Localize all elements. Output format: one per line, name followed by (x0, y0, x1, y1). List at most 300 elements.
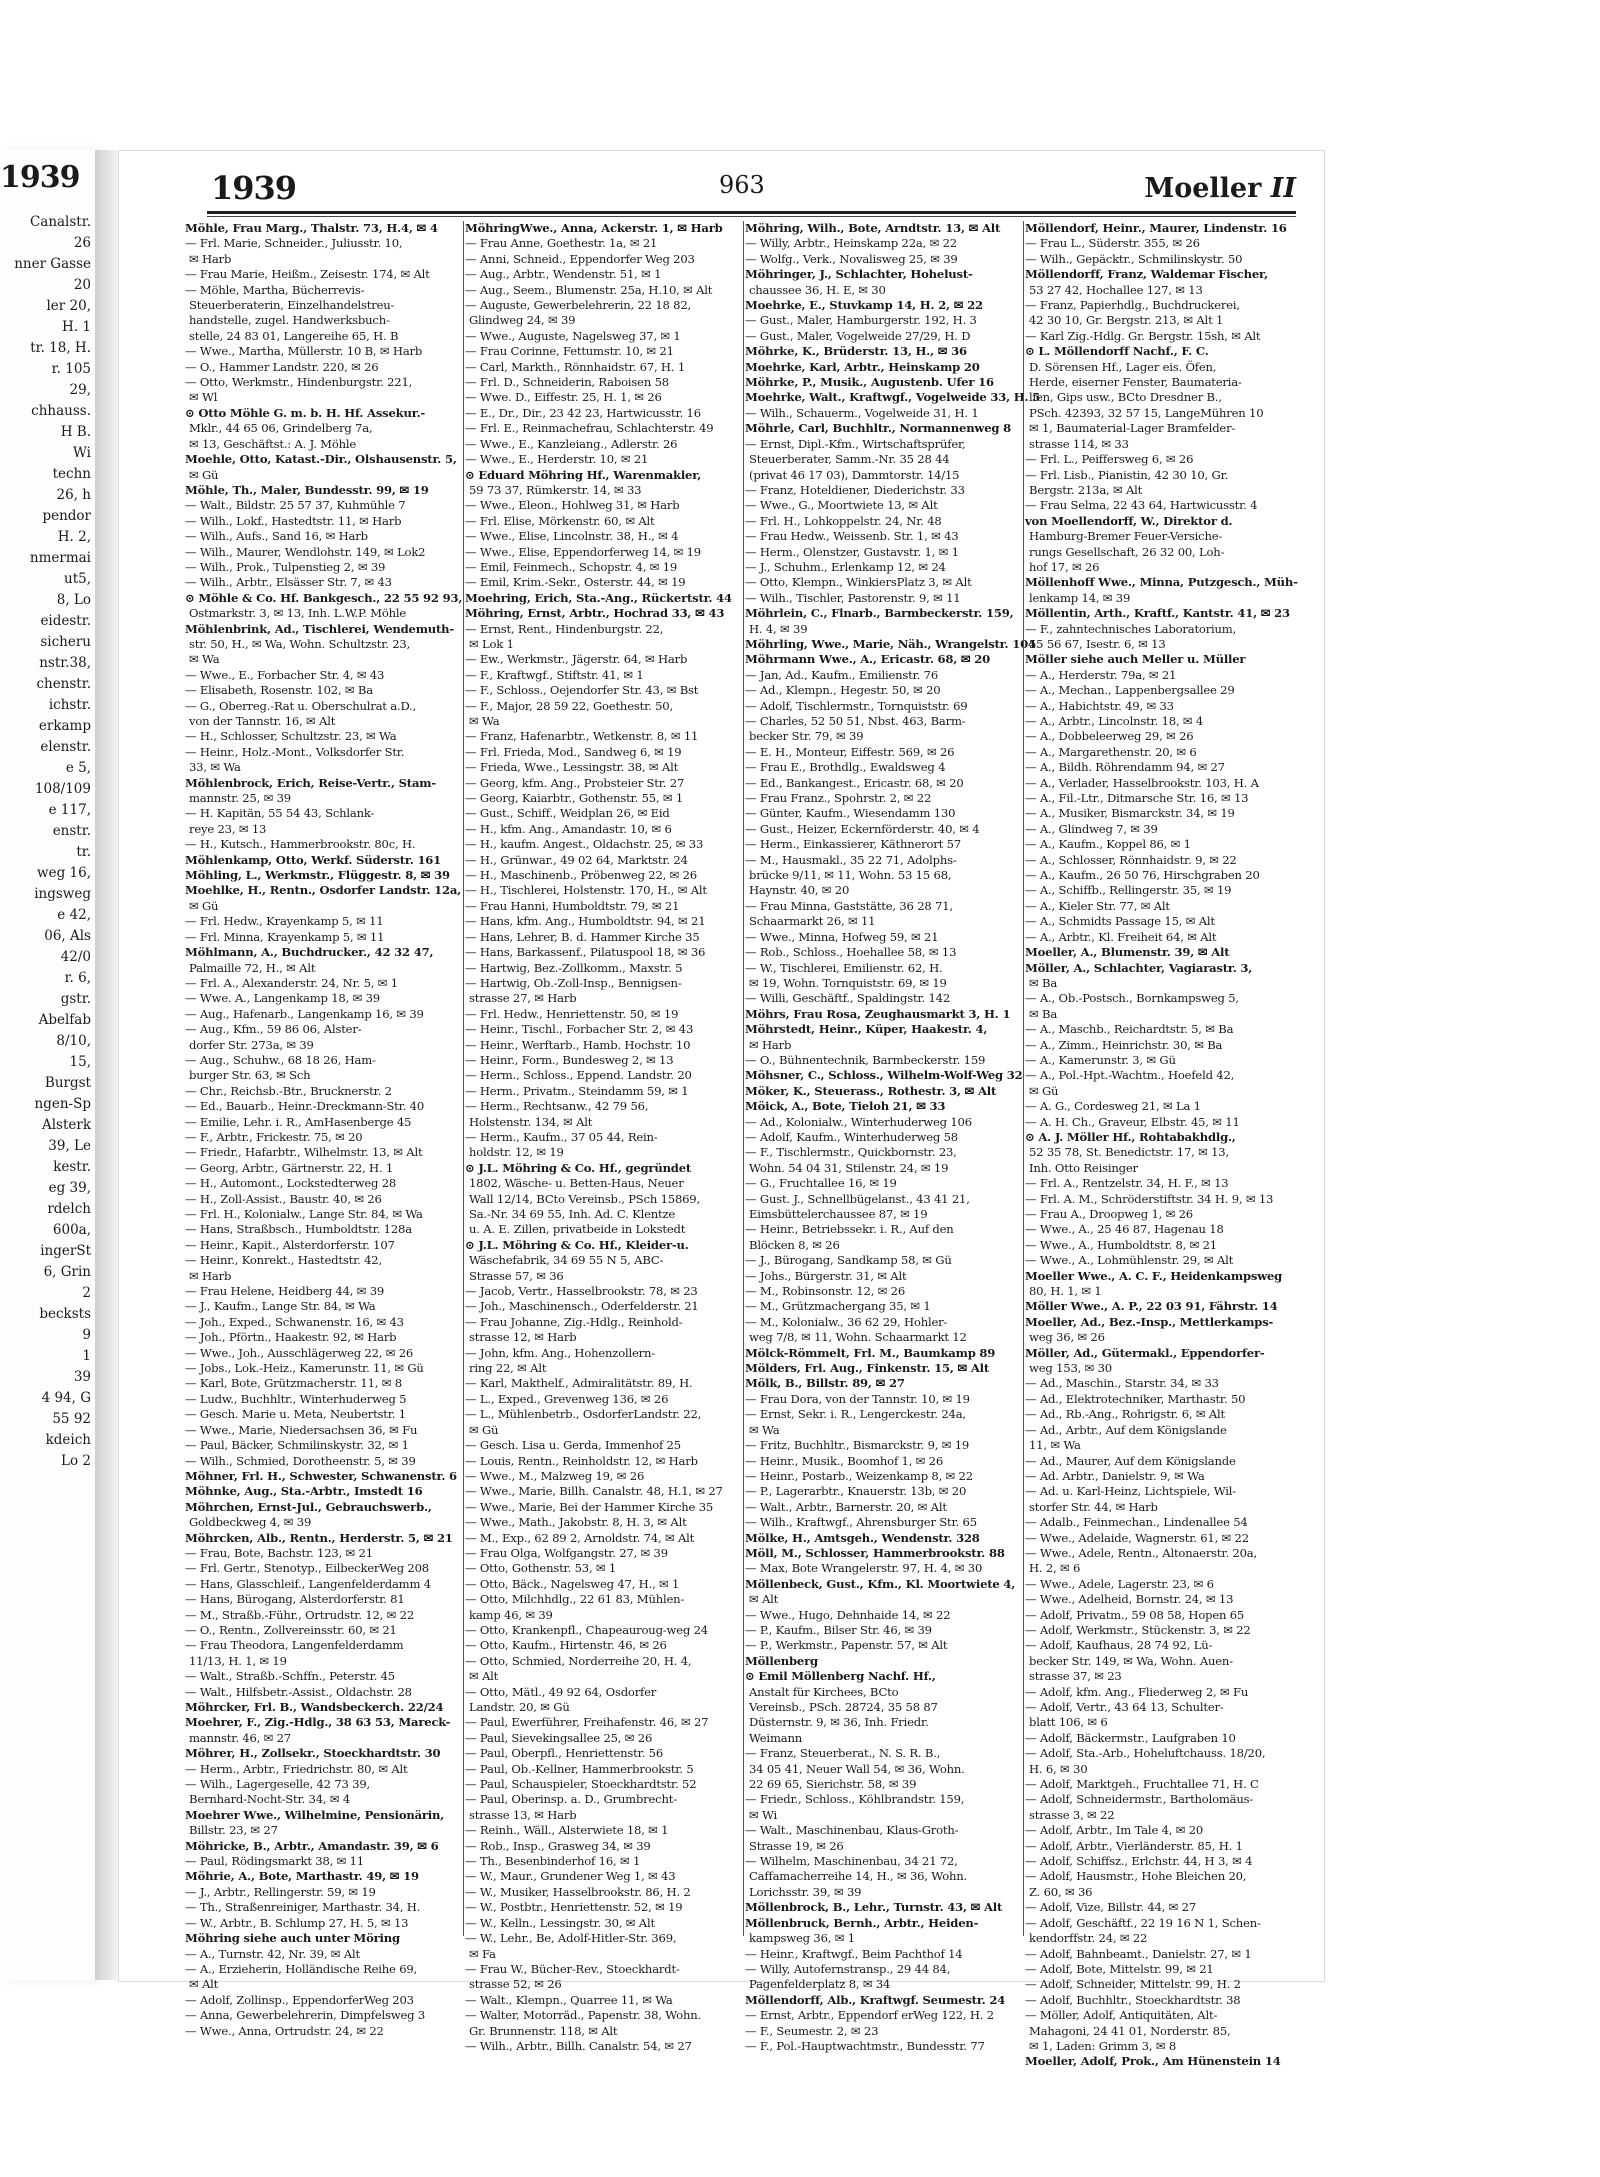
directory-entry: ⊙ J.L. Möhring & Co. Hf., Kleider-u. (465, 1237, 689, 1252)
directory-entry: — Adolf, Kaufhaus, 28 74 92, Lü- (1025, 1638, 1213, 1653)
directory-entry: Möhle, Th., Maler, Bundesstr. 99, ✉ 19 (185, 482, 429, 497)
directory-entry: Lorichsstr. 39, ✉ 39 (749, 1884, 862, 1899)
directory-entry: — Wwe., Adelheid, Bornstr. 24, ✉ 13 (1025, 1592, 1234, 1607)
directory-entry: Billstr. 23, ✉ 27 (189, 1823, 278, 1838)
directory-entry: — Wwe., Joh., Ausschlägerweg 22, ✉ 26 (185, 1345, 414, 1360)
directory-entry: ✉ Gü (469, 1422, 499, 1437)
directory-entry: lien, Gips usw., BCto Dresdner B., (1029, 390, 1222, 405)
directory-entry: — J., Bürogang, Sandkamp 58, ✉ Gü (745, 1253, 952, 1268)
directory-entry: ✉ Alt (189, 1977, 219, 1992)
directory-entry: — Frau Olga, Wolfgangstr. 27, ✉ 39 (465, 1545, 668, 1560)
directory-entry: — Gust., Schiff., Weidplan 26, ✉ Eid (465, 806, 670, 821)
previous-page-line: e 5, (65, 760, 91, 776)
directory-entry: Möhlenkamp, Otto, Werkf. Süderstr. 161 (185, 852, 442, 867)
previous-page-line: Lo 2 (61, 1453, 91, 1469)
directory-entry: Möhling, L., Werkmstr., Flüggestr. 8, ✉ 39 (185, 868, 450, 883)
directory-entry: — Paul, Oberpfl., Henriettenstr. 56 (465, 1746, 664, 1761)
directory-entry: Möhricke, B., Arbtr., Amandastr. 39, ✉ 6 (185, 1838, 439, 1853)
directory-entry: — Herm., Kaufm., 37 05 44, Rein- (465, 1129, 658, 1144)
directory-entry: — Aug., Schuhw., 68 18 26, Ham- (185, 1052, 376, 1067)
directory-entry: Vereinsb., PSch. 28724, 35 58 87 (749, 1700, 938, 1714)
previous-page-line: H. 2, (57, 529, 91, 545)
directory-entry: — A., Schmidts Passage 15, ✉ Alt (1025, 914, 1215, 929)
directory-entry: — Rob., Insp., Grasweg 34, ✉ 39 (465, 1838, 651, 1853)
directory-entry: — Wwe., Elise, Eppendorferweg 14, ✉ 19 (465, 544, 701, 559)
directory-entry: Eimsbüttelerchaussee 87, ✉ 19 (749, 1207, 928, 1221)
directory-entry: — Adolf, Tischlermstr., Tornquiststr. 69 (745, 698, 968, 713)
directory-entry: Blöcken 8, ✉ 26 (749, 1237, 840, 1252)
directory-entry: — Möhle, Martha, Bücherrevis- (185, 282, 365, 297)
directory-entry: — Willy, Arbtr., Heinskamp 22a, ✉ 22 (745, 236, 957, 251)
directory-entry: Möhrie, A., Bote, Marthastr. 49, ✉ 19 (185, 1869, 419, 1884)
directory-entry: ⊙ Möhle & Co. Hf. Bankgesch., 22 55 92 93, (185, 590, 463, 605)
directory-entry: — Frl. A., Rentzelstr. 34, H. F., ✉ 13 (1025, 1176, 1229, 1191)
directory-entry: ✉ Wa (469, 714, 500, 728)
directory-entry: — H., Automont., Lockstedterweg 28 (185, 1176, 397, 1191)
directory-entry: ring 22, ✉ Alt (469, 1361, 547, 1376)
directory-entry: — W., Postbtr., Henriettenstr. 52, ✉ 19 (465, 1900, 683, 1915)
directory-entry: becker Str. 79, ✉ 39 (749, 729, 864, 744)
directory-entry: — Adolf, Schiffsz., Erlchstr. 44, H 3, ✉ 4 (1025, 1854, 1253, 1869)
directory-entry: Moehlke, H., Rentn., Osdorfer Landstr. 12a, (185, 883, 462, 898)
directory-entry: Mahagoni, 24 41 01, Norderstr. 85, (1029, 2023, 1231, 2038)
directory-entry: — O., Bühnentechnik, Barmbeckerstr. 159 (745, 1052, 986, 1067)
directory-entry: reye 23, ✉ 13 (189, 821, 267, 836)
directory-entry: — Frau Hedw., Weissenb. Str. 1, ✉ 43 (745, 529, 959, 544)
directory-entry: — Hartwig, Ob.-Zoll-Insp., Bennigsen- (465, 975, 682, 990)
directory-entry: — Wwe., A., Lohmühlenstr. 29, ✉ Alt (1025, 1253, 1234, 1268)
directory-entry: — Paul, Ewerführer, Freihafenstr. 46, ✉ 27 (465, 1715, 709, 1730)
directory-entry: — Auguste, Gewerbelehrerin, 22 18 82, (465, 298, 692, 313)
directory-entry: — Ad. Arbtr., Danielstr. 9, ✉ Wa (1025, 1468, 1205, 1483)
directory-entry: — Wwe., Hugo, Dehnhaide 14, ✉ 22 (745, 1607, 951, 1622)
column-2 (465, 221, 741, 2053)
directory-entry: — A., Mechan., Lappenbergsallee 29 (1025, 683, 1235, 698)
directory-entry: Inh. Otto Reisinger (1029, 1160, 1138, 1175)
directory-entry: — Wwe. A., Langenkamp 18, ✉ 39 (185, 991, 380, 1006)
previous-page-line: e 117, (48, 802, 91, 818)
directory-entry: Möllendorff, Franz, Waldemar Fischer, (1025, 267, 1268, 282)
directory-entry: — Heinr., Konrekt., Hastedtstr. 42, (185, 1253, 382, 1268)
directory-entry: Möhrke, P., Musik., Augustenb. Ufer 16 (745, 375, 994, 390)
directory-entry: — Karl Zig.-Hdlg. Gr. Bergstr. 15sh, ✉ Alt (1025, 328, 1261, 343)
directory-entry: — Wilh., Gepäcktr., Schmilinskystr. 50 (1025, 251, 1243, 266)
directory-entry: — M., Robinsonstr. 12, ✉ 26 (745, 1284, 906, 1299)
directory-columns (185, 221, 1301, 2069)
previous-page-line: 39, Le (48, 1138, 91, 1154)
directory-entry: — Carl, Markth., Rönnhaidstr. 67, H. 1 (465, 359, 685, 374)
directory-entry: — Ad., Arbtr., Auf dem Königslande (1025, 1422, 1227, 1437)
directory-entry: Möller, A., Schlachter, Vagiarastr. 3, (1025, 960, 1253, 975)
previous-page-line: ingsweg (34, 886, 91, 902)
directory-entry: Moeller Wwe., A. C. F., Heidenkampsweg (1025, 1268, 1283, 1283)
directory-entry: — Ed., Bauarb., Heinr.-Dreckmann-Str. 40 (185, 1099, 425, 1114)
directory-entry: — Anni, Schneid., Eppendorfer Weg 203 (465, 251, 695, 266)
directory-entry: Möhrle, Carl, Buchhltr., Normannenweg 8 (745, 421, 1011, 436)
directory-entry: — Hans, Lehrer, B. d. Hammer Kirche 35 (465, 929, 700, 944)
directory-entry: — Ad., Maschin., Starstr. 34, ✉ 33 (1025, 1376, 1219, 1391)
directory-entry: — A., Schlosser, Rönnhaidstr. 9, ✉ 22 (1025, 852, 1237, 867)
directory-page (118, 150, 1325, 2069)
directory-entry: Bergstr. 213a, ✉ Alt (1029, 482, 1143, 497)
directory-entry: becker Str. 149, ✉ Wa, Wohn. Auen- (1029, 1653, 1233, 1668)
directory-entry: Möllenhoff Wwe., Minna, Putzgesch., Müh- (1025, 575, 1298, 590)
directory-entry: — Adolf, Werkmstr., Stückenstr. 3, ✉ 22 (1025, 1622, 1251, 1637)
directory-entry: Haynstr. 40, ✉ 20 (749, 883, 850, 898)
previous-page-line: 26 (73, 235, 91, 251)
previous-page-line: ut5, (64, 571, 91, 587)
directory-entry: — Wwe., Martha, Müllerstr. 10 B, ✉ Harb (185, 344, 423, 359)
directory-entry: Möllentin, Arth., Kraftf., Kantstr. 41, ✉ 23 (1025, 606, 1290, 621)
directory-entry: Gr. Brunnenstr. 118, ✉ Alt (469, 2023, 618, 2038)
directory-entry: Palmaille 72, H., ✉ Alt (189, 960, 316, 975)
directory-entry: — Adalb., Feinmechan., Lindenallee 54 (1025, 1515, 1248, 1530)
directory-entry: — Frau Minna, Gaststätte, 36 28 71, (745, 898, 953, 913)
directory-entry: ✉ Wl (189, 390, 218, 405)
directory-entry: Moehle, Otto, Katast.-Dir., Olshausenstr. 5, (185, 452, 457, 467)
directory-entry: — Paul, Rödingsmarkt 38, ✉ 11 (185, 1854, 364, 1869)
directory-entry: — F., Kraftwgf., Stiftstr. 41, ✉ 1 (465, 667, 644, 682)
column-separator (743, 221, 744, 1936)
directory-entry: — A., Zimm., Heinrichstr. 30, ✉ Ba (1025, 1037, 1223, 1052)
directory-entry: — Frau Corinne, Fettumstr. 10, ✉ 21 (465, 344, 674, 359)
directory-entry: Mölck-Römmelt, Frl. M., Baumkamp 89 (745, 1345, 996, 1360)
directory-entry: Goldbeckweg 4, ✉ 39 (189, 1515, 312, 1530)
directory-entry: — Frau A., Droopweg 1, ✉ 26 (1025, 1207, 1193, 1221)
directory-entry: — Friedr., Schloss., Köhlbrandstr. 159, (745, 1792, 965, 1807)
directory-entry: Möller siehe auch Meller u. Müller (1025, 652, 1246, 667)
directory-entry: — M., Straßb.-Führ., Ortrudstr. 12, ✉ 22 (185, 1607, 414, 1622)
directory-entry: — Wwe., Eleon., Hohlweg 31, ✉ Harb (465, 498, 680, 513)
directory-entry: — Heinr., Holz.-Mont., Volksdorfer Str. (185, 744, 405, 759)
directory-entry: — F., Pol.-Hauptwachtmstr., Bundesstr. 77 (745, 2038, 985, 2053)
previous-page-line: enstr. (52, 823, 91, 839)
previous-page-line: erkamp (38, 718, 91, 734)
directory-entry: Wall 12/14, BCto Vereinsb., PSch 15869, (469, 1191, 700, 1206)
directory-entry: Z. 60, ✉ 36 (1029, 1884, 1093, 1899)
directory-entry: — F., zahntechnisches Laboratorium, (1025, 621, 1237, 636)
directory-entry: rungs Gesellschaft, 26 32 00, Loh- (1029, 544, 1225, 559)
previous-page-line: 1 (82, 1348, 91, 1364)
directory-entry: — Herm., Olenstzer, Gustavstr. 1, ✉ 1 (745, 544, 959, 559)
directory-entry: 59 73 37, Rümkerstr. 14, ✉ 33 (469, 482, 642, 497)
directory-entry: Mölk, B., Billstr. 89, ✉ 27 (745, 1376, 905, 1391)
directory-entry: — Heinr., Werftarb., Hamb. Hochstr. 10 (465, 1037, 691, 1052)
previous-page-line: pendor (42, 508, 91, 524)
directory-entry: Ostmarkstr. 3, ✉ 13, Inh. L.W.P. Möhle (189, 606, 407, 621)
directory-entry: — P., Lagerarbtr., Knauerstr. 13b, ✉ 20 (745, 1484, 967, 1499)
directory-entry: ⊙ Otto Möhle G. m. b. H. Hf. Assekur.- (185, 405, 426, 420)
directory-entry: — F., Schloss., Oejendorfer Str. 43, ✉ Bst (465, 683, 699, 698)
directory-entry: — F., Major, 28 59 22, Goethestr. 50, (465, 698, 673, 713)
directory-entry: ⊙ L. Möllendorff Nachf., F. C. (1025, 344, 1209, 359)
previous-page-line: chenstr. (36, 676, 91, 692)
directory-entry: Wohn. 54 04 31, Stilenstr. 24, ✉ 19 (749, 1160, 949, 1175)
previous-page-line: H. 1 (62, 319, 91, 335)
directory-entry: Düsternstr. 9, ✉ 36, Inh. Friedr. (749, 1715, 929, 1730)
directory-entry: Möhrling, Wwe., Marie, Näh., Wrangelstr. 104 (745, 636, 1036, 651)
directory-entry: ⊙ J.L. Möhring & Co. Hf., gegründet (465, 1160, 692, 1175)
directory-entry: Möhner, Frl. H., Schwester, Schwanenstr. 6 (185, 1468, 457, 1483)
previous-page-line: weg 16, (37, 865, 91, 881)
directory-entry: — Ludw., Buchhltr., Winterhuderweg 5 (185, 1391, 407, 1406)
directory-entry: — Louis, Rentn., Reinholdstr. 12, ✉ Harb (465, 1453, 698, 1468)
directory-entry: D. Sörensen Hf., Lager eis. Öfen, (1029, 359, 1217, 374)
directory-entry: — A., Arbtr., Lincolnstr. 18, ✉ 4 (1025, 714, 1204, 728)
directory-entry: Schaarmarkt 26, ✉ 11 (749, 914, 876, 929)
directory-entry: — H., Grünwar., 49 02 64, Marktstr. 24 (465, 852, 688, 867)
previous-page-line: elenstr. (40, 739, 91, 755)
directory-entry: — Adolf, Kaufm., Winterhuderweg 58 (745, 1129, 958, 1144)
directory-entry: — Frau E., Brothdlg., Ewaldsweg 4 (745, 760, 946, 775)
directory-entry: Möll, M., Schlosser, Hammerbrookstr. 88 (745, 1545, 1005, 1560)
directory-entry: Möhrstedt, Heinr., Küper, Haakestr. 4, (745, 1022, 988, 1037)
directory-entry: — Adolf, Bäckermstr., Laufgraben 10 (1025, 1730, 1236, 1745)
directory-entry: — Charles, 52 50 51, Nbst. 463, Barm- (745, 714, 966, 728)
directory-entry: — A., Dobbeleerweg 29, ✉ 26 (1025, 729, 1194, 744)
directory-entry: — Gust., Heizer, Eckernförderstr. 40, ✉ 4 (745, 821, 980, 836)
directory-entry: ✉ Wi (749, 1807, 778, 1822)
directory-entry: — Walter, Motorräd., Papenstr. 38, Wohn. (465, 2008, 701, 2023)
directory-entry: — Otto, Bäck., Nagelsweg 47, H., ✉ 1 (465, 1576, 680, 1591)
directory-entry: — Heinr., Tischl., Forbacher Str. 2, ✉ 43 (465, 1022, 694, 1037)
directory-entry: Möhsner, C., Schloss., Wilhelm-Wolf-Weg 32 (745, 1068, 1023, 1083)
directory-entry: — Ed., Bankangest., Ericastr. 68, ✉ 20 (745, 775, 964, 790)
directory-entry: — Chr., Reichsb.-Btr., Brucknerstr. 2 (185, 1083, 392, 1098)
previous-page-line: 06, Als (44, 928, 91, 944)
directory-entry: ✉ Wa (189, 652, 220, 667)
directory-entry: Möhrer, H., Zollsekr., Stoeckhardtstr. 30 (185, 1746, 441, 1761)
directory-entry: kamp 46, ✉ 39 (469, 1607, 553, 1622)
header-rule-thin (207, 216, 1296, 217)
directory-entry: ✉ Harb (749, 1037, 792, 1052)
directory-entry: — A., Habichtstr. 49, ✉ 33 (1025, 698, 1174, 713)
directory-entry: — H., kfm. Ang., Amandastr. 10, ✉ 6 (465, 821, 672, 836)
previous-page-line: 55 92 (52, 1411, 91, 1427)
directory-entry: MöhringWwe., Anna, Ackerstr. 1, ✉ Harb (465, 221, 723, 235)
directory-entry: kampsweg 36, ✉ 1 (749, 1931, 855, 1946)
directory-entry: — Wilh., Arbtr., Billh. Canalstr. 54, ✉ 27 (465, 2038, 692, 2053)
directory-entry: — Elisabeth, Rosenstr. 102, ✉ Ba (185, 683, 373, 698)
directory-entry: Möhlenbrink, Ad., Tischlerei, Wendemuth- (185, 621, 455, 636)
directory-entry: Herde, eiserner Fenster, Baumateria- (1029, 375, 1242, 390)
directory-entry: — H., kaufm. Angest., Oldachstr. 25, ✉ 33 (465, 837, 704, 852)
directory-entry: — Wilh., Kraftwgf., Ahrensburger Str. 65 (745, 1515, 977, 1530)
directory-entry: — Adolf, Buchhltr., Stoeckhardtstr. 38 (1025, 1992, 1241, 2007)
directory-entry: Wäschefabrik, 34 69 55 N 5, ABC- (469, 1253, 664, 1268)
directory-entry: 11/13, H. 1, ✉ 19 (189, 1653, 287, 1668)
directory-entry: — Paul, Oberinsp. a. D., Grumbrecht- (465, 1792, 677, 1807)
directory-entry: Möllenberg (745, 1653, 818, 1668)
directory-entry: stelle, 24 83 01, Langereihe 65, H. B (189, 328, 399, 343)
directory-entry: — Frl. H., Kolonialw., Lange Str. 84, ✉ Wa (185, 1207, 423, 1221)
previous-page-line: techn (52, 466, 91, 482)
directory-entry: — Frau Selma, 22 43 64, Hartwicusstr. 4 (1025, 498, 1258, 513)
directory-entry: — M., Hausmakl., 35 22 71, Adolphs- (745, 852, 957, 867)
directory-entry: — Paul, Schauspieler, Stoeckhardtstr. 52 (465, 1777, 697, 1792)
directory-entry: — Frl. L., Peiffersweg 6, ✉ 26 (1025, 452, 1194, 467)
previous-page-line: kdeich (45, 1432, 91, 1448)
directory-entry: — Wwe., Adelaide, Wagnerstr. 61, ✉ 22 (1025, 1530, 1249, 1545)
directory-entry: Strasse 19, ✉ 26 (749, 1838, 844, 1853)
directory-entry: — Franz, Papierhdlg., Buchdruckerei, (1025, 298, 1240, 313)
header-rule (207, 211, 1296, 214)
previous-page-line: tr. (76, 844, 91, 860)
directory-entry: — Joh., Pförtn., Haakestr. 92, ✉ Harb (185, 1330, 397, 1345)
directory-entry: — Jan, Ad., Kaufm., Emilienstr. 76 (745, 667, 939, 682)
directory-entry: kendorffstr. 24, ✉ 22 (1029, 1931, 1148, 1946)
directory-entry: — Wwe., Minna, Hofweg 59, ✉ 21 (745, 929, 939, 944)
directory-entry: strasse 3, ✉ 22 (1029, 1807, 1115, 1822)
directory-entry: H. 2, ✉ 6 (1029, 1561, 1081, 1576)
previous-page-line: nner Gasse (14, 256, 91, 272)
directory-entry: str. 50, H., ✉ Wa, Wohn. Schultzstr. 23, (189, 636, 411, 651)
directory-entry: — M., Exp., 62 89 2, Arnoldstr. 74, ✉ Alt (465, 1530, 695, 1545)
directory-entry: ✉ Alt (469, 1669, 499, 1684)
directory-entry: — Ad., Kolonialw., Winterhuderweg 106 (745, 1114, 972, 1129)
directory-entry: ✉ Fa (469, 1946, 496, 1961)
header-year: 1939 (211, 169, 297, 207)
running-head-marker: II (1270, 173, 1296, 204)
previous-page-line: 39 (73, 1369, 91, 1385)
directory-entry: Möhnke, Aug., Sta.-Arbtr., Imstedt 16 (185, 1484, 423, 1499)
directory-entry: — A., Erzieherin, Holländische Reihe 69, (185, 1961, 418, 1976)
directory-entry: — Otto, Werkmstr., Hindenburgstr. 221, (185, 375, 413, 390)
directory-entry: — Th., Besenbinderhof 16, ✉ 1 (465, 1854, 641, 1869)
directory-entry: — Möller, Adolf, Antiquitäten, Alt- (1025, 2008, 1218, 2023)
directory-entry: — H., Kutsch., Hammerbrookstr. 80c, H. (185, 837, 416, 852)
directory-entry: — W., Tischlerei, Emilienstr. 62, H. (745, 960, 943, 975)
previous-page-line: H B. (60, 424, 91, 440)
directory-entry: Möhring, Ernst, Arbtr., Hochrad 33, ✉ 43 (465, 606, 725, 621)
directory-entry: — Heinr., Musik., Boomhof 1, ✉ 26 (745, 1453, 944, 1468)
directory-entry: PSch. 42393, 32 57 15, LangeMühren 10 (1029, 405, 1264, 420)
column-3 (745, 221, 1041, 2053)
directory-entry: 80, H. 1, ✉ 1 (1029, 1284, 1102, 1299)
directory-entry: ✉ Ba (1029, 975, 1058, 990)
previous-page-line: becksts (39, 1306, 91, 1322)
directory-entry: — W., Maur., Grundener Weg 1, ✉ 43 (465, 1869, 676, 1884)
directory-entry: — Emilie, Lehr. i. R., AmHasenberge 45 (185, 1114, 412, 1129)
directory-entry: — Frl. D., Schneiderin, Raboisen 58 (465, 375, 669, 390)
directory-entry: Moehring, Erich, Sta.-Ang., Rückertstr. 44 (465, 590, 732, 605)
directory-entry: Möhringer, J., Schlachter, Hohelust- (745, 267, 973, 282)
previous-page-line: 8, Lo (56, 592, 91, 608)
directory-entry: Möllendorf, Heinr., Maurer, Lindenstr. 16 (1025, 221, 1287, 235)
directory-entry: — W., Musiker, Hasselbrookstr. 86, H. 2 (465, 1884, 691, 1899)
directory-entry: Moeller, Ad., Bez.-Insp., Mettlerkamps- (1025, 1314, 1274, 1329)
directory-entry: — M., Kolonialw., 36 62 29, Hohler- (745, 1314, 948, 1329)
directory-entry: lenkamp 14, ✉ 39 (1029, 590, 1131, 605)
directory-entry: — Wwe., Marie, Bei der Hammer Kirche 35 (465, 1499, 714, 1514)
directory-entry: — Walt., Hilfsbetr.-Assist., Oldachstr. 28 (185, 1684, 412, 1699)
directory-entry: — W., Arbtr., B. Schlump 27, H. 5, ✉ 13 (185, 1915, 409, 1930)
page-number: 963 (719, 171, 765, 199)
directory-entry: — Wilh., Aufs., Sand 16, ✉ Harb (185, 529, 368, 544)
directory-entry: u. A. E. Zillen, privatbeide in Lokstedt (469, 1222, 686, 1237)
directory-entry: ✉ Lok 1 (469, 636, 514, 651)
directory-entry: Landstr. 20, ✉ Gü (469, 1700, 570, 1714)
directory-entry: — P., Kaufm., Bilser Str. 46, ✉ 39 (745, 1622, 932, 1637)
directory-entry: — Emil, Krim.-Sekr., Osterstr. 44, ✉ 19 (465, 575, 686, 590)
directory-entry: 11, ✉ Wa (1029, 1438, 1081, 1453)
directory-entry: — P., Werkmstr., Papenstr. 57, ✉ Alt (745, 1638, 948, 1653)
directory-entry: — Joh., Exped., Schwanenstr. 16, ✉ 43 (185, 1314, 404, 1329)
directory-entry: — Th., Straßenreiniger, Marthastr. 34, H. (185, 1900, 421, 1915)
directory-entry: — Gust., Maler, Vogelweide 27/29, H. D (745, 328, 971, 343)
directory-entry: — A., Maschb., Reichardtstr. 5, ✉ Ba (1025, 1022, 1234, 1037)
directory-entry: — A., Turnstr. 42, Nr. 39, ✉ Alt (185, 1946, 360, 1961)
directory-entry: — Herm., Arbtr., Friedrichstr. 80, ✉ Alt (185, 1761, 408, 1776)
directory-entry: — Frau Franz., Spohrstr. 2, ✉ 22 (745, 791, 932, 806)
directory-entry: Möhrmann Wwe., A., Ericastr. 68, ✉ 20 (745, 652, 990, 667)
previous-page-line: tr. 18, H. (30, 340, 91, 356)
directory-entry: — Wwe., Marie, Billh. Canalstr. 48, H.1, ✉ 27 (465, 1484, 723, 1499)
directory-entry: Moehrke, E., Stuvkamp 14, H. 2, ✉ 22 (745, 298, 983, 313)
directory-entry: — Wilh., Prok., Tulpenstieg 2, ✉ 39 (185, 559, 386, 574)
directory-entry: — W., Kelln., Lessingstr. 30, ✉ Alt (465, 1915, 655, 1930)
directory-entry: — A., Kamerunstr. 3, ✉ Gü (1025, 1052, 1176, 1067)
directory-entry: — Adolf, Bote, Mittelstr. 99, ✉ 21 (1025, 1961, 1214, 1976)
directory-entry: Möllendorff, Alb., Kraftwgf. Seumestr. 24 (745, 1992, 1006, 2007)
directory-entry: — A., Margarethenstr. 20, ✉ 6 (1025, 744, 1197, 759)
directory-entry: — John, kfm. Ang., Hohenzollern- (465, 1345, 655, 1360)
directory-entry: ✉ 13, Geschäftst.: A. J. Möhle (189, 436, 357, 451)
directory-entry: Holstenstr. 134, ✉ Alt (469, 1114, 593, 1129)
previous-page-line: 8/10, (56, 1033, 91, 1049)
directory-entry: — Jobs., Lok.-Heiz., Kamerunstr. 11, ✉ Gü (185, 1361, 424, 1376)
directory-entry: — Adolf, Geschäftf., 22 19 16 N 1, Schen- (1025, 1915, 1261, 1930)
directory-entry: ✉ 1, Laden: Grimm 3, ✉ 8 (1029, 2038, 1177, 2053)
directory-entry: — Ernst, Arbtr., Eppendorf erWeg 122, H. 2 (745, 2008, 994, 2023)
directory-entry: — Aug., Arbtr., Wendenstr. 51, ✉ 1 (465, 267, 662, 282)
directory-entry: — A., Kieler Str. 77, ✉ Alt (1025, 898, 1170, 913)
directory-entry: — Hartwig, Bez.-Zollkomm., Maxstr. 5 (465, 960, 683, 975)
directory-entry: — Frl. Marie, Schneider., Juliusstr. 10, (185, 236, 403, 251)
directory-entry: — Aug., Seem., Blumenstr. 25a, H.10, ✉ Alt (465, 282, 713, 297)
directory-entry: von Moellendorff, W., Direktor d. (1025, 513, 1233, 528)
directory-entry: — Paul, Bäcker, Schmilinskystr. 32, ✉ 1 (185, 1438, 409, 1453)
directory-entry: — Willy, Autofernstransp., 29 44 84, (745, 1961, 951, 1976)
directory-entry: — Ernst, Sekr. i. R., Lengerckestr. 24a, (745, 1407, 966, 1422)
directory-entry: ⊙ Emil Möllenberg Nachf. Hf., (745, 1669, 936, 1684)
directory-entry: — H., Tischlerei, Holstenstr. 170, H., ✉ Alt (465, 883, 707, 898)
directory-entry: ✉ Gü (1029, 1083, 1059, 1098)
directory-entry: — Walt., Straßb.-Schffn., Peterstr. 45 (185, 1669, 395, 1684)
directory-entry: — Paul, Ob.-Kellner, Hammerbrookstr. 5 (465, 1761, 694, 1776)
directory-entry: Steuerberater, Samm.-Nr. 35 28 44 (749, 452, 950, 467)
previous-page-line: 26, h (56, 487, 91, 503)
previous-page-line: 15, (69, 1054, 91, 1070)
directory-entry: — H., Zoll-Assist., Baustr. 40, ✉ 26 (185, 1191, 382, 1206)
directory-entry: — Ad., Elektrotechniker, Marthastr. 50 (1025, 1391, 1246, 1406)
directory-entry: — Wilh., Tischler, Pastorenstr. 9, ✉ 11 (745, 590, 961, 605)
directory-entry: — Otto, Schmied, Norderreihe 20, H. 4, (465, 1653, 692, 1668)
previous-page-line: gstr. (60, 991, 91, 1007)
directory-entry: Caffamacherreihe 14, H., ✉ 36, Wohn. (749, 1869, 968, 1884)
previous-page-line: Canalstr. (29, 214, 91, 230)
directory-entry: — Otto, Mätl., 49 92 64, Osdorfer (465, 1684, 657, 1699)
directory-entry: Möller, Ad., Gütermakl., Eppendorfer- (1025, 1345, 1265, 1360)
directory-entry: — F., Tischlermstr., Quickbornstr. 23, (745, 1145, 957, 1160)
directory-entry: — Frl. Frieda, Mod., Sandweg 6, ✉ 19 (465, 744, 682, 759)
directory-entry: Bernhard-Nocht-Str. 34, ✉ 4 (189, 1792, 351, 1807)
previous-page-line: Burgst (44, 1075, 91, 1091)
directory-entry: — Wwe., Marie, Niedersachsen 36, ✉ Fu (185, 1422, 418, 1437)
directory-entry: Weimann (749, 1730, 802, 1745)
directory-entry: — Adolf, Schneider, Mittelstr. 99, H. 2 (1025, 1977, 1241, 1992)
directory-entry: — Wilh., Schauerm., Vogelweide 31, H. 1 (745, 405, 979, 420)
